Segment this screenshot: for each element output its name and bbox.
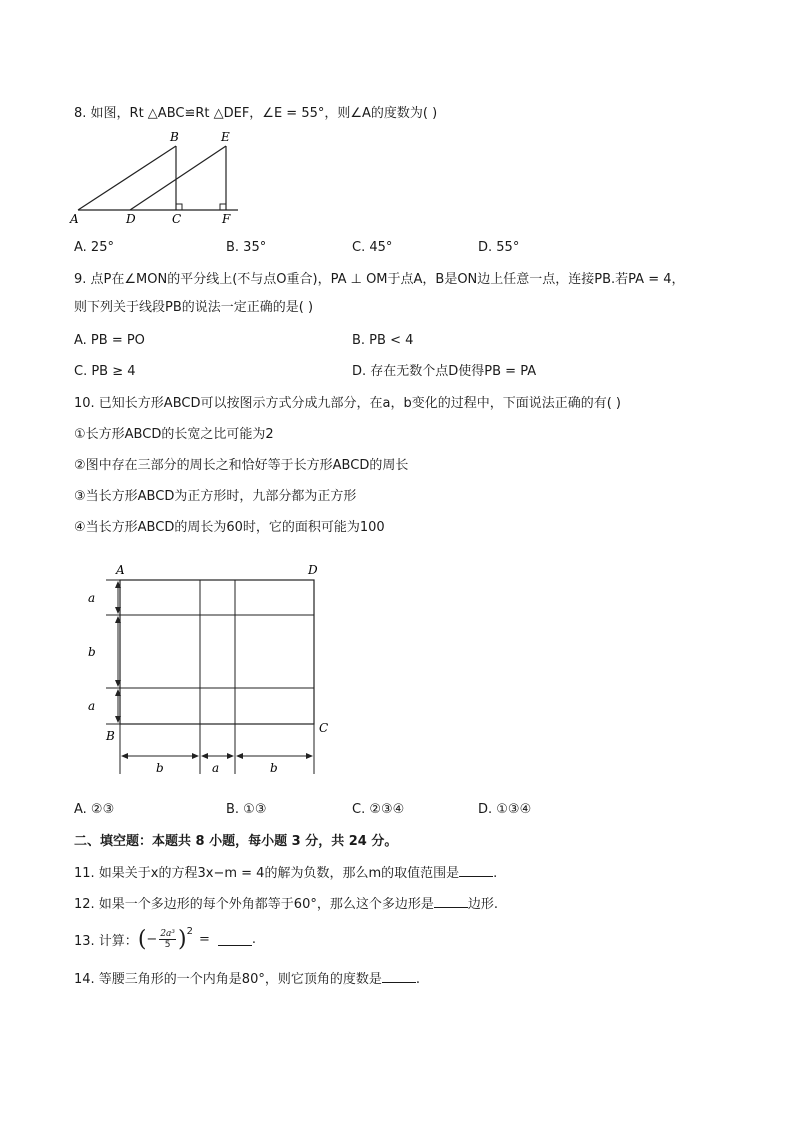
- q11: [74, 864, 497, 882]
- q13: [74, 924, 256, 954]
- q8-label-f: F: [222, 212, 231, 226]
- q12-end: 边形.: [467, 897, 498, 912]
- q11-end: .: [493, 866, 498, 881]
- q9-option-c: C. PB ≥ 4: [74, 364, 136, 379]
- q13-numerator: 2a³: [160, 928, 176, 939]
- q10-dim-a-bottom: a: [88, 699, 96, 713]
- q13-minus-sign: −: [146, 931, 158, 947]
- q14: [74, 970, 420, 988]
- q13-exponent: 2: [186, 926, 193, 937]
- q13-answer-blank[interactable]: [218, 933, 252, 946]
- q13-denominator: 5: [164, 939, 171, 950]
- q11-answer-blank[interactable]: [459, 864, 493, 877]
- q14-end: .: [415, 972, 420, 987]
- q10-dim-a-center: a: [212, 761, 220, 775]
- q13-equals: =: [198, 931, 210, 947]
- q13-prefix: 13. 计算：: [74, 933, 138, 949]
- q9-option-a: A. PB = PO: [74, 333, 145, 348]
- q10-option-d: D. ①③④: [478, 802, 532, 817]
- q10-statement-3: ③当长方形ABCD为正方形时，九部分都为正方形: [74, 489, 357, 504]
- q10-statement-2: ②图中存在三部分的周长之和恰好等于长方形ABCD的周长: [74, 458, 409, 473]
- q11-text: 11. 如果关于x的方程3x−m = 4的解为负数，那么m的取值范围是: [74, 866, 460, 881]
- q14-answer-blank[interactable]: [382, 970, 416, 983]
- q10-dim-b-middle: b: [88, 645, 96, 659]
- q9-stem-line2: 则下列关于线段PB的说法一定正确的是( ): [74, 300, 314, 315]
- section2-title: 二、填空题：本题共 8 小题，每小题 3 分，共 24 分。: [74, 834, 398, 849]
- q8-option-a: A. 25°: [74, 240, 114, 255]
- q13-close-paren: ): [178, 926, 187, 952]
- q14-text: 14. 等腰三角形的一个内角是80°，则它顶角的度数是: [74, 972, 382, 987]
- q8-figure: [68, 128, 248, 228]
- q10-label-a: A: [116, 563, 125, 577]
- q13-open-paren: (: [137, 926, 147, 952]
- q10-option-b: B. ①③: [226, 802, 267, 817]
- q10-statement-4: ④当长方形ABCD的周长为60时，它的面积可能为100: [74, 520, 385, 535]
- q10-label-c: C: [319, 721, 329, 735]
- q9-option-b: B. PB < 4: [352, 333, 414, 348]
- q13-end: .: [251, 931, 257, 947]
- q8-label-c: C: [172, 212, 182, 226]
- q10-label-b: B: [106, 729, 115, 743]
- q10-figure: [76, 560, 346, 780]
- q13-fraction: [159, 929, 176, 950]
- q12-text: 12. 如果一个多边形的每个外角都等于60°，那么这个多边形是: [74, 897, 434, 912]
- q10-option-a: A. ②③: [74, 802, 115, 817]
- q8-stem: 8. 如图，Rt △ABC≌Rt △DEF，∠E = 55°，则∠A的度数为( ): [74, 106, 438, 121]
- q10-statement-1: ①长方形ABCD的长宽之比可能为2: [74, 427, 274, 442]
- q9-stem-line1: 9. 点P在∠MON的平分线上(不与点O重合)，PA ⊥ OM于点A，B是ON边上任意一点，连接PB.若PA = 4，: [74, 272, 685, 287]
- q12: [74, 895, 498, 913]
- q8-label-e: E: [221, 130, 230, 144]
- q10-stem: 10. 已知长方形ABCD可以按图示方式分成九部分，在a，b变化的过程中，下面说法正确的有( ): [74, 396, 621, 411]
- q9-option-d: D. 存在无数个点D使得PB = PA: [352, 364, 537, 379]
- q8-option-d: D. 55°: [478, 240, 520, 255]
- q8-option-b: B. 35°: [226, 240, 267, 255]
- q8-label-a: A: [70, 212, 79, 226]
- q12-answer-blank[interactable]: [434, 895, 468, 908]
- q8-option-c: C. 45°: [352, 240, 393, 255]
- q10-option-c: C. ②③④: [352, 802, 405, 817]
- q10-label-d: D: [308, 563, 318, 577]
- q8-label-d: D: [126, 212, 136, 226]
- q8-label-b: B: [170, 130, 179, 144]
- q10-dim-b-right: b: [270, 761, 278, 775]
- q10-dim-a-top: a: [88, 591, 96, 605]
- q10-dim-b-left: b: [156, 761, 164, 775]
